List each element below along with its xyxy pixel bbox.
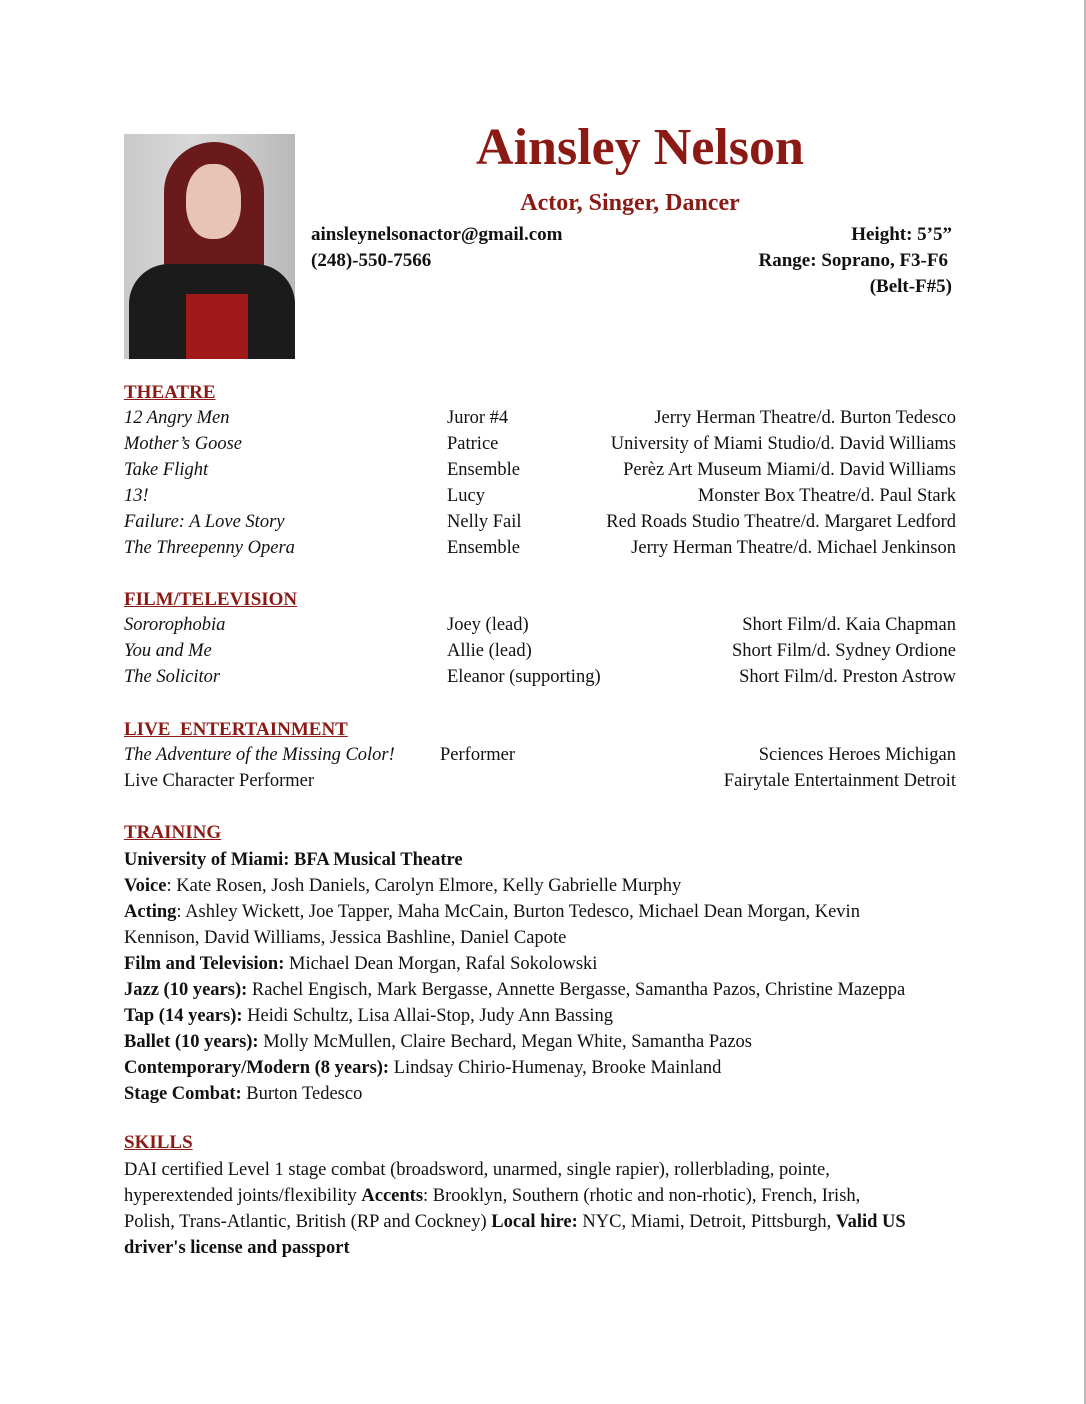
credit-venue: Perèz Art Museum Miami/d. David Williams xyxy=(623,460,956,480)
credit-title: 12 Angry Men xyxy=(124,408,230,428)
credit-title: Live Character Performer xyxy=(124,771,315,791)
skills-text xyxy=(124,1157,964,1261)
credit-role: Nelly Fail xyxy=(447,512,522,532)
credit-venue: Fairytale Entertainment Detroit xyxy=(723,771,956,791)
tagline: Actor, Singer, Dancer xyxy=(520,190,740,216)
skills-line: hyperextended joints/flexibility Accents: Brooklyn, Southern (rhotic and non-rhotic), French, Irish, xyxy=(124,1186,861,1206)
training-heading: TRAINING xyxy=(124,822,222,843)
credit-title: The Solicitor xyxy=(124,667,221,687)
credit-role: Juror #4 xyxy=(447,408,509,428)
credit-row xyxy=(124,538,956,564)
credit-venue: Sciences Heroes Michigan xyxy=(758,745,956,765)
credit-venue: Short Film/d. Kaia Chapman xyxy=(742,615,956,635)
training-line: Stage Combat: Burton Tedesco xyxy=(124,1084,363,1104)
training-line: Tap (14 years): Heidi Schultz, Lisa Allai-Stop, Judy Ann Bassing xyxy=(124,1006,614,1026)
skills-heading: SKILLS xyxy=(124,1132,193,1153)
credit-role: Patrice xyxy=(447,434,499,454)
credit-title: Sororophobia xyxy=(124,615,226,635)
training-line: Film and Television: Michael Dean Morgan, Rafal Sokolowski xyxy=(124,954,598,974)
skills-line: driver's license and passport xyxy=(124,1238,350,1258)
headshot-photo xyxy=(124,134,295,359)
credit-role: Joey (lead) xyxy=(447,615,529,635)
credit-title: You and Me xyxy=(124,641,212,661)
credit-row xyxy=(124,745,956,771)
belt-range: (Belt-F#5) xyxy=(869,276,952,297)
vocal-range: Range: Soprano, F3-F6 xyxy=(758,250,948,271)
training-line: Jazz (10 years): Rachel Engisch, Mark Bergasse, Annette Bergasse, Samantha Pazos, Christine Mazeppa xyxy=(124,980,906,1000)
training-school: University of Miami: BFA Musical Theatre xyxy=(124,850,463,870)
training-line: Voice: Kate Rosen, Josh Daniels, Carolyn Elmore, Kelly Gabrielle Murphy xyxy=(124,876,682,896)
credit-venue: University of Miami Studio/d. David Williams xyxy=(610,434,956,454)
actor-name: Ainsley Nelson xyxy=(476,119,804,176)
credit-venue: Red Roads Studio Theatre/d. Margaret Ledford xyxy=(606,512,956,532)
training-line: Contemporary/Modern (8 years): Lindsay Chirio-Humenay, Brooke Mainland xyxy=(124,1058,722,1078)
skills-line: DAI certified Level 1 stage combat (broadsword, unarmed, single rapier), rollerblading, pointe, xyxy=(124,1160,830,1180)
film-heading: FILM/TELEVISION xyxy=(124,589,298,610)
credit-row xyxy=(124,408,956,434)
height: Height: 5’5” xyxy=(851,224,952,245)
credit-title: Mother’s Goose xyxy=(124,434,243,454)
credit-title: 13! xyxy=(124,486,149,506)
skills-line: Polish, Trans-Atlantic, British (RP and Cockney) Local hire: NYC, Miami, Detroit, Pittsburgh, Valid US xyxy=(124,1212,906,1232)
email: ainsleynelsonactor@gmail.com xyxy=(311,224,563,245)
credit-row xyxy=(124,641,956,667)
credit-row xyxy=(124,460,956,486)
training-line: Kennison, David Williams, Jessica Bashline, Daniel Capote xyxy=(124,928,567,948)
credit-venue: Short Film/d. Sydney Ordione xyxy=(731,641,956,661)
phone: (248)-550-7566 xyxy=(311,250,432,271)
credit-role: Performer xyxy=(440,745,515,765)
credit-role: Lucy xyxy=(447,486,486,506)
credit-title: Failure: A Love Story xyxy=(124,512,285,532)
credit-row xyxy=(124,512,956,538)
credit-title: The Threepenny Opera xyxy=(124,538,295,558)
credit-row xyxy=(124,615,956,641)
credit-role: Ensemble xyxy=(447,460,520,480)
credit-role: Ensemble xyxy=(447,538,520,558)
credit-row xyxy=(124,771,956,797)
credit-title: Take Flight xyxy=(124,460,209,480)
credit-row xyxy=(124,667,956,693)
credit-row xyxy=(124,486,956,512)
credit-venue: Jerry Herman Theatre/d. Burton Tedesco xyxy=(654,408,956,428)
credit-venue: Short Film/d. Preston Astrow xyxy=(739,667,956,687)
credit-venue: Monster Box Theatre/d. Paul Stark xyxy=(697,486,956,506)
credit-role: Eleanor (supporting) xyxy=(447,667,601,687)
credit-title: The Adventure of the Missing Color! xyxy=(124,745,395,765)
training-line: Acting: Ashley Wickett, Joe Tapper, Maha McCain, Burton Tedesco, Michael Dean Morgan, Kevin xyxy=(124,902,860,922)
credit-role: Allie (lead) xyxy=(447,641,532,661)
credit-row xyxy=(124,434,956,460)
live-heading: LIVE ENTERTAINMENT xyxy=(124,719,348,740)
credit-venue: Jerry Herman Theatre/d. Michael Jenkinson xyxy=(631,538,956,558)
training-section xyxy=(124,847,964,1107)
training-line: Ballet (10 years): Molly McMullen, Claire Bechard, Megan White, Samantha Pazos xyxy=(124,1032,753,1052)
theatre-heading: THEATRE xyxy=(124,382,216,403)
